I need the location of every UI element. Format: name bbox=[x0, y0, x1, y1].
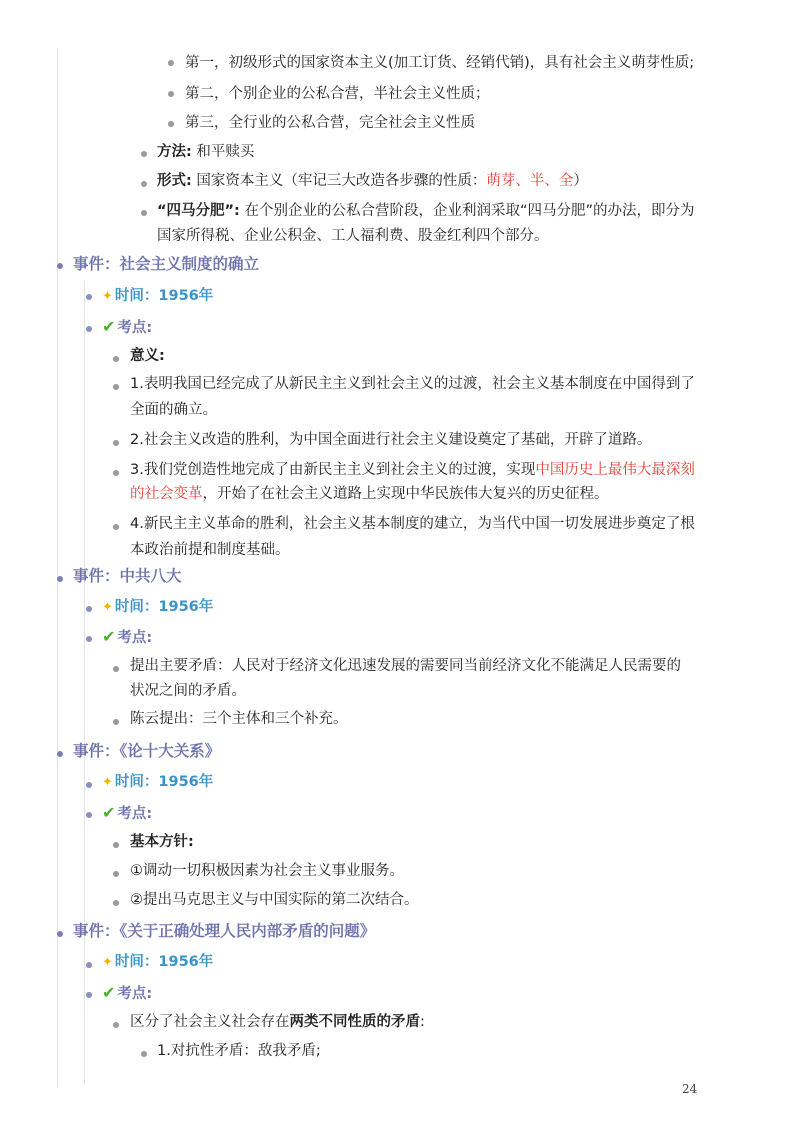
list-item: 提出主要矛盾：人民对于经济文化迅速发展的需要同当前经济文化不能满足人民需要的 bbox=[130, 658, 681, 674]
bullet bbox=[86, 962, 92, 968]
bullet bbox=[113, 871, 119, 877]
event-bullet bbox=[57, 576, 63, 582]
event-bullet bbox=[57, 751, 63, 757]
list-item: 陈云提出：三个主体和三个补充。 bbox=[130, 711, 348, 727]
time-text: 时间：1956年 bbox=[114, 954, 214, 970]
page-number: 24 bbox=[682, 1082, 698, 1096]
bullet bbox=[141, 210, 147, 216]
form-label: 形式: bbox=[157, 173, 192, 189]
event-bullet bbox=[57, 931, 63, 937]
list-item-cont: 全面的确立。 bbox=[130, 402, 217, 418]
bullet bbox=[141, 181, 147, 187]
bullet bbox=[86, 782, 92, 788]
p1-bold: 两类不同性质的矛盾 bbox=[289, 1014, 420, 1030]
form-suffix: ） bbox=[573, 173, 588, 189]
list-item: 4.新民主主义革命的胜利，社会主义基本制度的建立，为当代中国一切发展进步奠定了根 bbox=[130, 516, 695, 532]
kd-label: 考点: bbox=[117, 806, 153, 822]
p3-highlight-cont: 的社会变革 bbox=[130, 486, 203, 502]
bullet bbox=[113, 719, 119, 725]
time-row bbox=[102, 593, 213, 622]
p3-suffix: ，开始了在社会主义道路上实现中华民族伟大复兴的历史征程。 bbox=[202, 486, 609, 502]
bullet bbox=[86, 812, 92, 818]
p1-suffix: : bbox=[420, 1014, 425, 1030]
time-text: 时间：1956年 bbox=[114, 774, 214, 790]
check-icon: ✔ bbox=[102, 317, 116, 336]
sparkle-icon: ✦ bbox=[102, 955, 113, 970]
list-item: 第二，个别企业的公私合营，半社会主义性质； bbox=[185, 86, 490, 102]
kd-label: 考点: bbox=[117, 320, 153, 336]
four-horses-row-cont: 国家所得税、企业公积金、工人福利费、股金红利四个部分。 bbox=[157, 228, 549, 244]
time-text: 时间：1956年 bbox=[114, 288, 214, 304]
bullet bbox=[113, 470, 119, 476]
bullet bbox=[113, 524, 119, 530]
event-bullet bbox=[57, 263, 63, 269]
bullet bbox=[86, 294, 92, 300]
bullet bbox=[86, 326, 92, 332]
bullet bbox=[113, 842, 119, 848]
form-text: 国家资本主义（牢记三大改造各步骤的性质： bbox=[196, 173, 487, 189]
kd-label: 考点: bbox=[117, 986, 153, 1002]
p1-text: 区分了社会主义社会存在 bbox=[130, 1014, 290, 1030]
four-horses-label: “四马分肥”: bbox=[157, 203, 240, 219]
method-value: 和平赎买 bbox=[196, 144, 255, 160]
list-item: 2.社会主义改造的胜利，为中国全面进行社会主义建设奠定了基础，开辟了道路。 bbox=[130, 432, 652, 448]
sparkle-icon: ✦ bbox=[102, 600, 113, 615]
time-row bbox=[102, 948, 213, 977]
method-label: 方法: bbox=[157, 144, 192, 160]
bullet bbox=[113, 900, 119, 906]
bullet bbox=[86, 606, 92, 612]
list-item: 1.表明我国已经完成了从新民主主义到社会主义的过渡，社会主义基本制度在中国得到了 bbox=[130, 376, 695, 392]
bullet bbox=[141, 1051, 147, 1057]
bullet bbox=[113, 356, 119, 362]
list-item: 第三，全行业的公私合营，完全社会主义性质 bbox=[185, 115, 475, 131]
check-icon: ✔ bbox=[102, 627, 116, 646]
kd-label: 考点: bbox=[117, 630, 153, 646]
list-item: 第一，初级形式的国家资本主义(加工订货、经销代销)，具有社会主义萌芽性质; bbox=[185, 55, 695, 71]
kd-row bbox=[102, 312, 152, 343]
p3-text: 3.我们党创造性地完成了由新民主主义到社会主义的过渡，实现 bbox=[130, 462, 536, 478]
event-title: 事件：《论十大关系》 bbox=[73, 742, 221, 760]
check-icon: ✔ bbox=[102, 983, 116, 1002]
time-row bbox=[102, 768, 213, 797]
sparkle-icon: ✦ bbox=[102, 775, 113, 790]
bullet bbox=[113, 440, 119, 446]
policy-label: 基本方针: bbox=[130, 834, 194, 850]
outline-guide-line bbox=[84, 280, 85, 1085]
event-title: 事件：社会主义制度的确立 bbox=[73, 255, 260, 273]
bullet bbox=[141, 151, 147, 157]
time-row bbox=[102, 282, 213, 311]
kd-row bbox=[102, 622, 152, 653]
kd-row bbox=[102, 978, 152, 1009]
form-highlight: 萌芽、半、全 bbox=[486, 173, 574, 189]
bullet bbox=[168, 60, 174, 66]
time-text: 时间：1956年 bbox=[114, 599, 214, 615]
list-item: ②提出马克思主义与中国实际的第二次结合。 bbox=[130, 892, 419, 908]
check-icon: ✔ bbox=[102, 803, 116, 822]
bullet bbox=[113, 1022, 119, 1028]
form-row bbox=[157, 167, 588, 196]
event-title: 事件：中共八大 bbox=[73, 567, 182, 585]
bullet bbox=[168, 91, 174, 97]
method-row bbox=[157, 138, 254, 167]
p3-highlight: 中国历史上最伟大最深刻 bbox=[535, 462, 695, 478]
list-item-cont: 状况之间的矛盾。 bbox=[130, 683, 246, 699]
list-item: ①调动一切积极因素为社会主义事业服务。 bbox=[130, 863, 404, 879]
bullet bbox=[86, 636, 92, 642]
bullet bbox=[168, 121, 174, 127]
sparkle-icon: ✦ bbox=[102, 289, 113, 304]
four-horses-text: 在个别企业的公私合营阶段，企业利润采取“四马分肥”的办法，即分为 bbox=[244, 203, 695, 219]
bullet bbox=[86, 992, 92, 998]
list-item bbox=[130, 1008, 425, 1037]
bullet bbox=[113, 384, 119, 390]
significance-label: 意义: bbox=[130, 348, 165, 364]
event-title: 事件：《关于正确处理人民内部矛盾的问题》 bbox=[73, 922, 376, 940]
list-item-cont bbox=[130, 480, 609, 509]
kd-row bbox=[102, 798, 152, 829]
bullet bbox=[113, 666, 119, 672]
list-item-cont: 本政治前提和制度基础。 bbox=[130, 542, 290, 558]
list-item: 1.对抗性矛盾：敌我矛盾; bbox=[157, 1043, 321, 1059]
